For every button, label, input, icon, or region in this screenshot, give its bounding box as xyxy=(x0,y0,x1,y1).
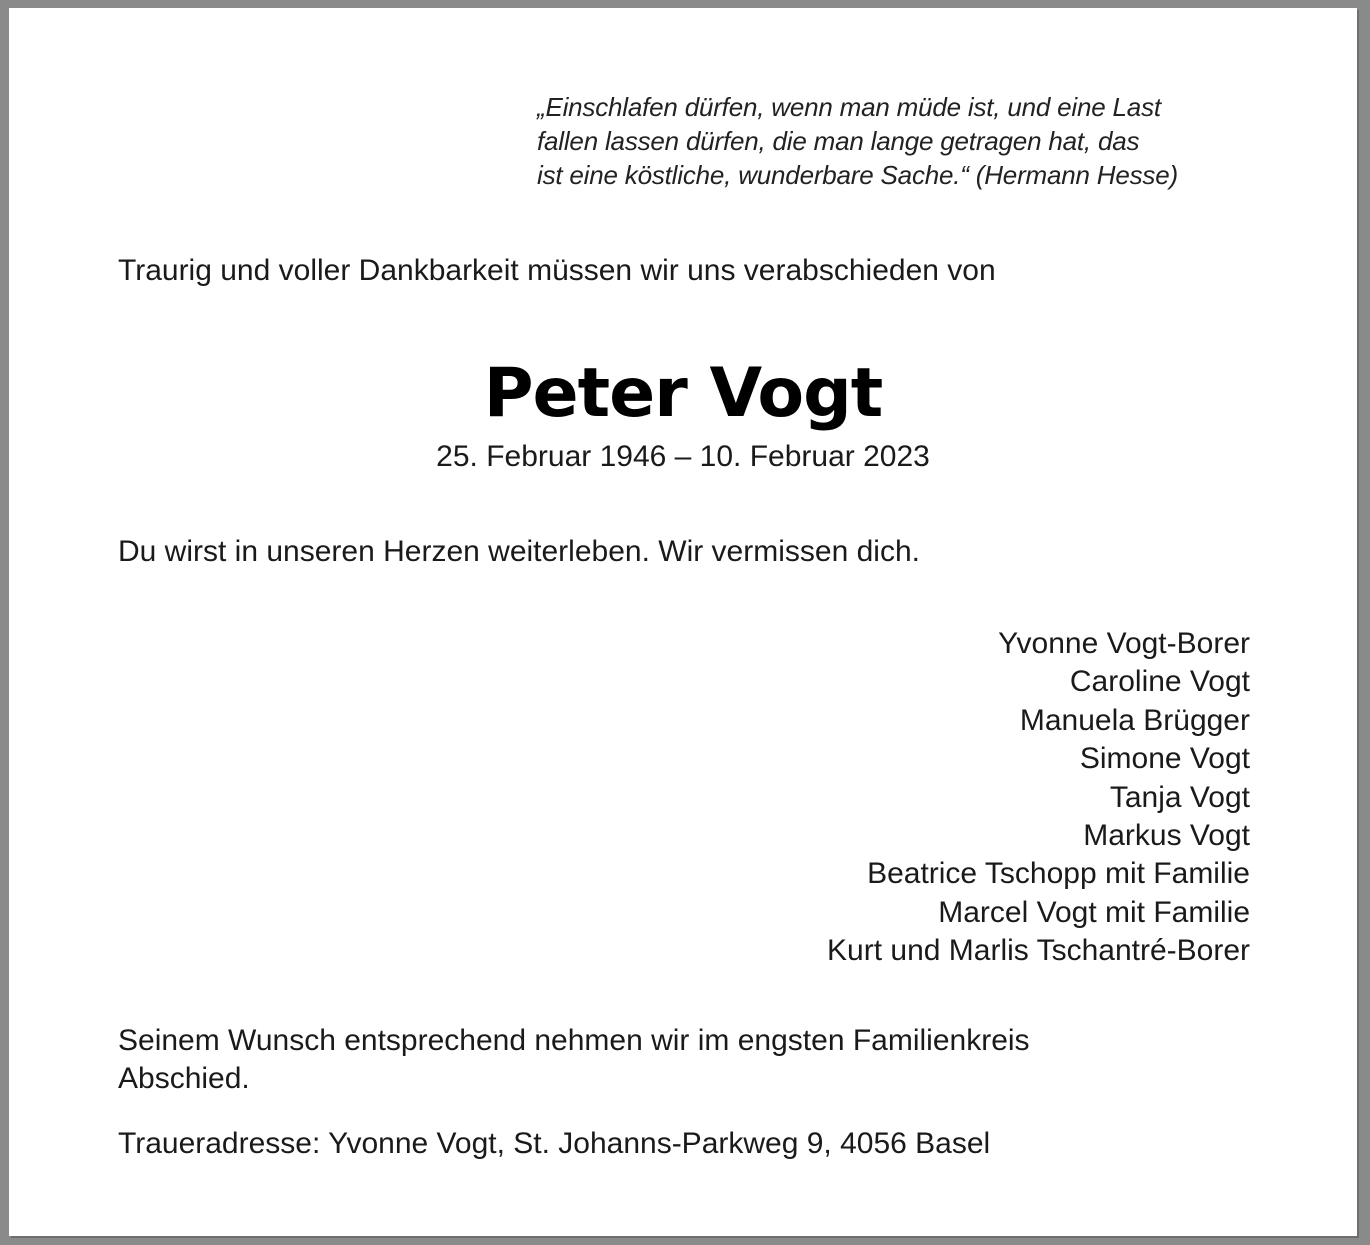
mourner-name: Kurt und Marlis Tschantré-Borer xyxy=(827,934,1250,968)
mourner-name: Tanja Vogt xyxy=(1109,780,1250,814)
quote-line: fallen lassen dürfen, die man lange getragen hat, das xyxy=(537,126,1140,156)
farewell-text: Du wirst in unseren Herzen weiterleben. Wir vermissen dich. xyxy=(118,535,920,568)
hesse-quote xyxy=(537,90,1237,192)
mourner-name: Markus Vogt xyxy=(1083,819,1250,853)
mourner-name: Simone Vogt xyxy=(1079,742,1250,776)
mourner-name: Caroline Vogt xyxy=(1069,665,1250,699)
notice-line: Seinem Wunsch entsprechend nehmen wir im engsten Familienkreis xyxy=(118,1024,1030,1057)
funeral-notice xyxy=(118,1022,1218,1099)
mourner-name: Yvonne Vogt-Borer xyxy=(998,627,1250,660)
mourning-address: Traueradresse: Yvonne Vogt, St. Johanns-Parkweg 9, 4056 Basel xyxy=(118,1127,991,1160)
obituary-page xyxy=(9,8,1357,1236)
mourner-name: Beatrice Tschopp mit Familie xyxy=(867,857,1250,891)
deceased-name: Peter Vogt xyxy=(483,354,883,433)
life-dates: 25. Februar 1946 – 10. Februar 2023 xyxy=(436,440,930,473)
quote-line: ist eine köstliche, wunderbare Sache.“ (Hermann Hesse) xyxy=(537,160,1178,190)
intro-text: Traurig und voller Dankbarkeit müssen wir uns verabschieden von xyxy=(118,254,996,287)
mourner-name: Marcel Vogt mit Familie xyxy=(938,895,1250,929)
mourners-list xyxy=(827,625,1250,971)
mourner-name: Manuela Brügger xyxy=(1019,703,1250,737)
quote-line: „Einschlafen dürfen, wenn man müde ist, und eine Last xyxy=(537,92,1161,122)
notice-line: Abschied. xyxy=(118,1062,250,1096)
